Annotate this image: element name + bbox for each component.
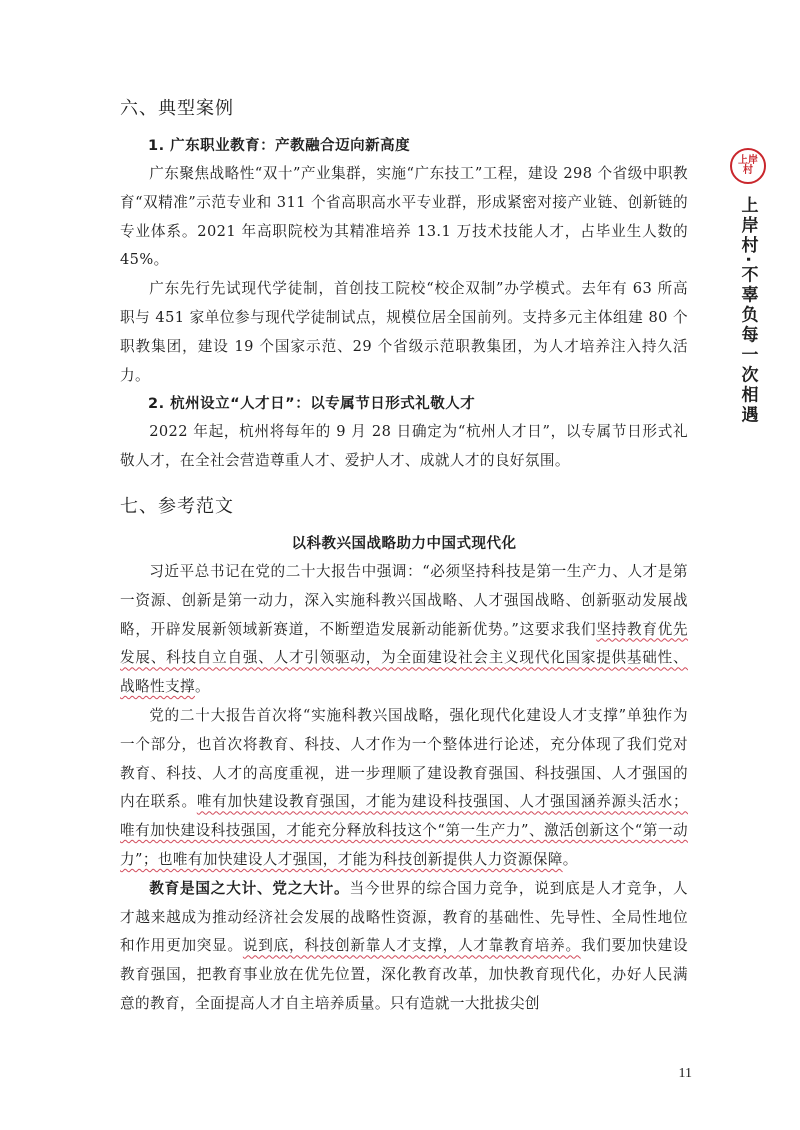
case-one-heading: 1. 广东职业教育：产教融合迈向新高度 bbox=[148, 138, 411, 154]
bold-lead-sentence: 教育是国之大计、党之大计。 bbox=[149, 879, 350, 897]
paragraph-text: 我们要加快建设教育强国，把教育事业放在优先位置，深化教育改革，加快教育现代化，办好人民满意的教育，全面提高人才自主培养质量。只有造就一大批拔尖创 bbox=[120, 937, 688, 1012]
side-branding bbox=[728, 148, 768, 425]
main-content bbox=[120, 92, 688, 1019]
page-number: 11 bbox=[678, 1066, 692, 1081]
brand-logo-icon bbox=[730, 148, 766, 184]
case-two-paragraph: 2022 年起，杭州将每年的 9 月 28 日确定为“杭州人才日”，以专属节日形式礼敬人才，在全社会营造尊重人才、爱护人才、成就人才的良好氛围。 bbox=[120, 423, 688, 470]
section-six-heading: 六、典型案例 bbox=[120, 98, 234, 119]
section-seven-heading: 七、参考范文 bbox=[120, 495, 234, 517]
paragraph-text: 。 bbox=[194, 678, 210, 696]
case-one-paragraph-1: 广东聚焦战略性“双十”产业集群，实施“广东技工”工程，建设 298 个省级中职教育“双精准”示范专业和 311 个省高职高水平专业群，形成紧密对接产业链、创新链的专业体系。2021 年高职院校为其精准培养 13.1 万技术技能人才，占毕业生人数的 45%。 bbox=[120, 165, 688, 269]
brand-slogan: 上岸村·不辜负每一次相遇 bbox=[737, 196, 758, 426]
case-one-paragraph-2: 广东先行先试现代学徒制，首创技工院校“校企双制”办学模式。去年有 63 所高职与 451 家单位参与现代学徒制试点，规模位居全国前列。支持多元主体组建 80 个职教集团，建设 19 个国家示范、29 个省级示范职教集团，为人才培养注入持久活力。 bbox=[120, 280, 688, 384]
essay-paragraph-2 bbox=[120, 702, 688, 875]
paragraph-text: 。 bbox=[562, 850, 578, 868]
highlighted-text: 唯有加快建设教育强国，才能为建设科技强国、人才强国涵养源头活水；唯有加快建设科技强国，才能充分释放科技这个“第一生产力”、激活创新这个“第一动力”；也唯有加快建设人才强国，才能为科技创新提供人力资源保障 bbox=[120, 793, 688, 868]
highlighted-text: 坚持教育优先发展、科技自立自强、人才引领驱动，为全面建设社会主义现代化国家提供基础性、战略性支撑 bbox=[120, 620, 689, 696]
paragraph-text: 当今世界的综合国力竞争，说到底是人才竞争，人才越来越成为推动经济社会发展的战略性资源，教育的基础性、先导性、全局性地位和作用更加突显。 bbox=[120, 879, 688, 955]
logo-text: 上岸村 bbox=[738, 155, 758, 176]
highlighted-text: 说到底，科技创新靠人才支撑，人才靠教育培养。 bbox=[242, 937, 581, 955]
paragraph-text: 党的二十大报告首次将“实施科教兴国战略，强化现代化建设人才支撑”单独作为一个部分，也首次将教育、科技、人才作为一个整体进行论述，充分体现了我们党对教育、科技、人才的高度重视，进一步理顺了建设教育强国、科技强国、人才强国的内在联系。 bbox=[120, 706, 688, 811]
essay-title: 以科教兴国战略助力中国式现代化 bbox=[291, 535, 517, 552]
case-two-heading: 2. 杭州设立“人才日”：以专属节日形式礼敬人才 bbox=[148, 396, 476, 413]
essay-paragraph-1 bbox=[120, 558, 688, 702]
essay-paragraph-3 bbox=[120, 875, 688, 1019]
paragraph-text: 习近平总书记在党的二十大报告中强调：“必须坚持科技是第一生产力、人才是第一资源、创新是第一动力，深入实施科教兴国战略、人才强国战略、创新驱动发展战略，开辟发展新领域新赛道，不断塑造发展新动能新优势。”这要求我们 bbox=[120, 562, 688, 638]
